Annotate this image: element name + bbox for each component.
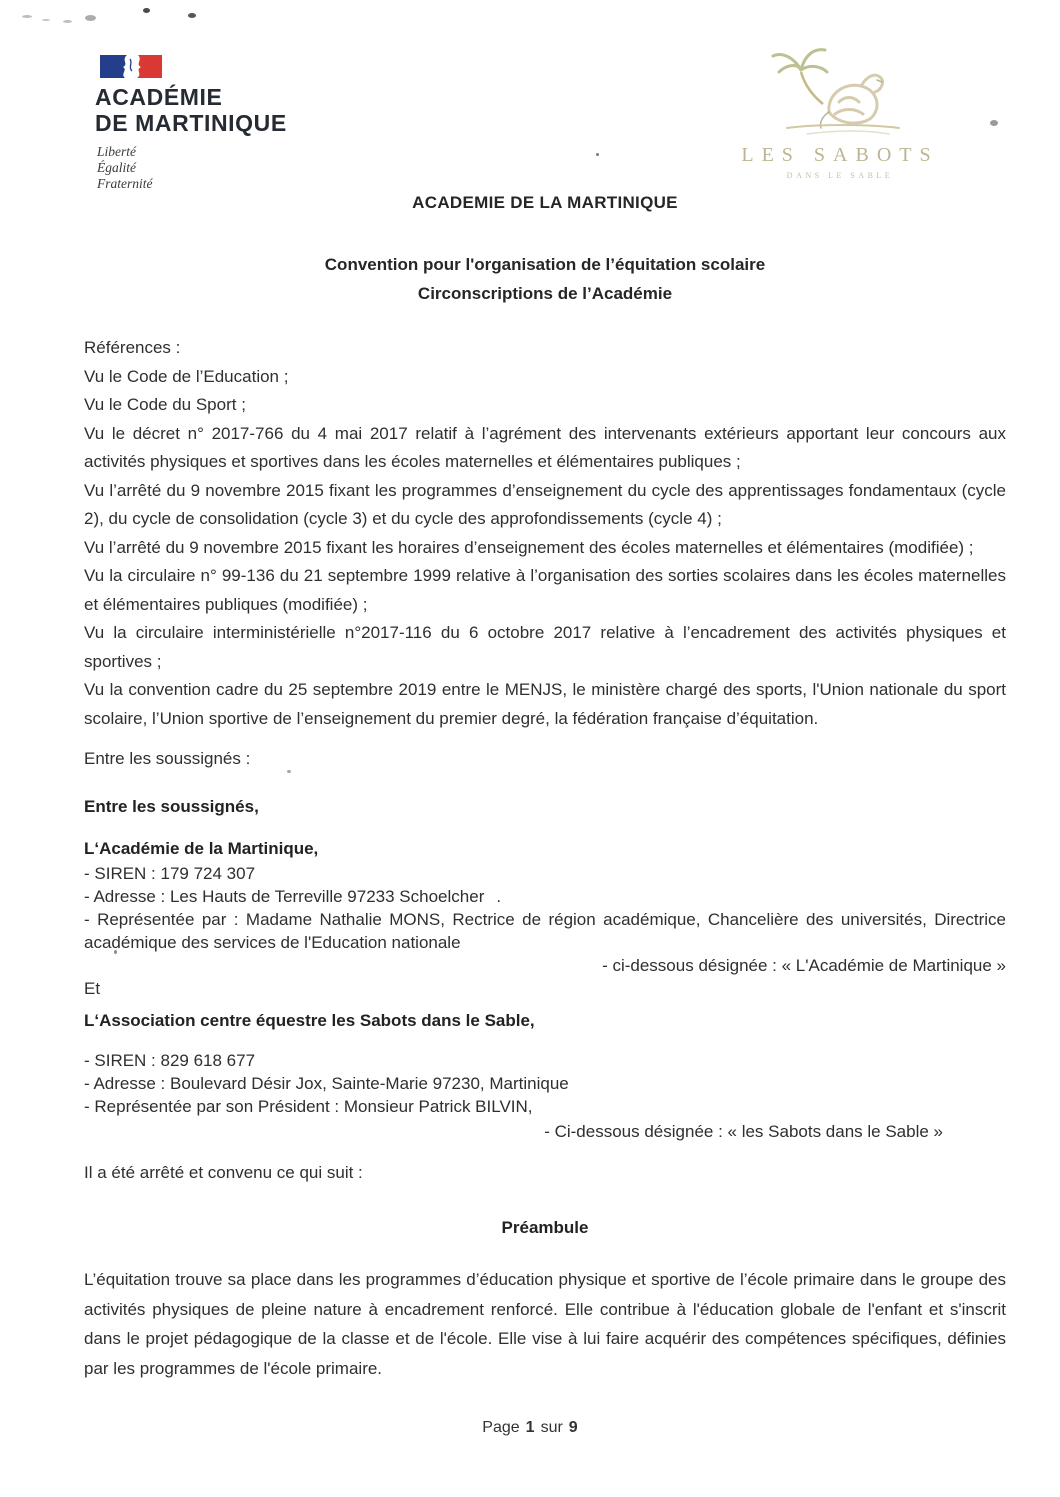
reference-item: Vu l’arrêté du 9 novembre 2015 fixant les horaires d’enseignement des écoles maternelles et élémentaires (modifiée) ;: [84, 537, 974, 557]
party-association-designation: - Ci-dessous désignée : « les Sabots dans le Sable »: [544, 1121, 943, 1141]
preamble-paragraph: L’équitation trouve sa place dans les programmes d’éducation physique et sportive de l’école primaire dans le groupe des activités physiques de pleine nature à encadrement renforcé. Elle contribue à l'éducation globale de l'enfant et s'inscrit dans le projet pédagogique de la classe et de l'école. Elle vise à lui faire acquérir des compétences spécifiques, définies par les programmes de l'école primaire.: [84, 1270, 1006, 1378]
parties-connector: Et: [84, 978, 101, 998]
party-academy-address-text: - Adresse : Les Hauts de Terreville 97233 Schoelcher: [84, 886, 485, 906]
party-association-representative: - Représentée par son Président : Monsieur Patrick BILVIN,: [84, 1096, 533, 1116]
document-heading: ACADEMIE DE LA MARTINIQUE: [412, 193, 678, 212]
party-academy-representative: - Représentée par : Madame Nathalie MONS, Rectrice de région académique, Chancelière des universités, Directrice académique des services de l'Education nationale: [84, 909, 1006, 952]
parties-intro-bold: Entre les soussignés,: [84, 796, 259, 816]
motto-line2: Égalité: [97, 160, 136, 175]
reference-item: Vu le décret n° 2017-766 du 4 mai 2017 relatif à l’agrément des intervenants extérieurs apportant leur concours aux activités physiques et sportives dans les écoles maternelles et élémentaires publiques ;: [84, 423, 1006, 471]
motto-line3: Fraternité: [97, 176, 153, 191]
party-academy-designation: - ci-dessous désignée : « L'Académie de Martinique »: [602, 955, 1006, 975]
party-association-address: - Adresse : Boulevard Désir Jox, Sainte-Marie 97230, Martinique: [84, 1073, 569, 1093]
agreement-statement: Il a été arrêté et convenu ce qui suit :: [84, 1162, 363, 1182]
academy-name-line2: DE MARTINIQUE: [95, 110, 287, 136]
parties-intro: Entre les soussignés :: [84, 749, 251, 768]
reference-item: Vu la circulaire n° 99-136 du 21 septembre 1999 relative à l’organisation des sorties scolaires dans les écoles maternelles et élémentaires publiques (modifiée) ;: [84, 566, 1006, 614]
party-academy-address: [84, 885, 1006, 908]
scan-speck: [63, 20, 72, 23]
reference-item: Vu le Code de l’Education ;: [84, 366, 289, 386]
references-section: [84, 334, 1006, 733]
reference-item: Vu la circulaire interministérielle n°2017-116 du 6 octobre 2017 relative à l’encadrement des activités physiques et sportives ;: [84, 623, 1006, 671]
document-subtitle-2: Circonscriptions de l’Académie: [417, 284, 673, 303]
reference-item: Vu l’arrêté du 9 novembre 2015 fixant les programmes d’enseignement du cycle des apprentissages fondamentaux (cycle 2), du cycle de consolidation (cycle 3) et du cycle des approfondissements (cycle 4) ;: [84, 480, 1006, 528]
party-academy: [84, 836, 1006, 1000]
document-body: [84, 0, 1006, 1383]
footer-page-number: 1: [525, 1419, 535, 1436]
footer-separator: sur: [540, 1419, 563, 1436]
scan-speck: [42, 19, 50, 21]
footer-page-label: Page: [482, 1419, 520, 1436]
sabots-logo-title: LES SABOTS: [741, 144, 939, 166]
page-footer: [0, 1419, 1060, 1437]
party-association: [84, 1006, 1006, 1143]
reference-item: Vu la convention cadre du 25 septembre 2019 entre le MENJS, le ministère chargé des sports, l'Union nationale du sport scolaire, l’Union sportive de l’enseignement du premier degré, la fédération française d’équitation.: [84, 680, 1006, 728]
document-subtitle-1: Convention pour l'organisation de l’équitation scolaire: [324, 255, 766, 274]
scan-speck: [22, 15, 32, 18]
preamble-heading: Préambule: [501, 1218, 589, 1237]
party-association-name: L‘Association centre équestre les Sabots dans le Sable,: [84, 1010, 535, 1030]
sabots-logo-subtitle: DANS LE SABLE: [786, 171, 894, 180]
party-academy-siren: - SIREN : 179 724 307: [84, 863, 256, 883]
party-academy-name: L‘Académie de la Martinique,: [84, 838, 319, 858]
references-label: Références :: [84, 338, 181, 357]
footer-page-total: 9: [568, 1419, 578, 1436]
party-association-siren: - SIREN : 829 618 677: [84, 1050, 256, 1070]
academy-name-line1: ACADÉMIE: [95, 84, 223, 110]
reference-item: Vu le Code du Sport ;: [84, 395, 246, 414]
stray-period: .: [496, 886, 502, 906]
motto-line1: Liberté: [97, 144, 136, 159]
